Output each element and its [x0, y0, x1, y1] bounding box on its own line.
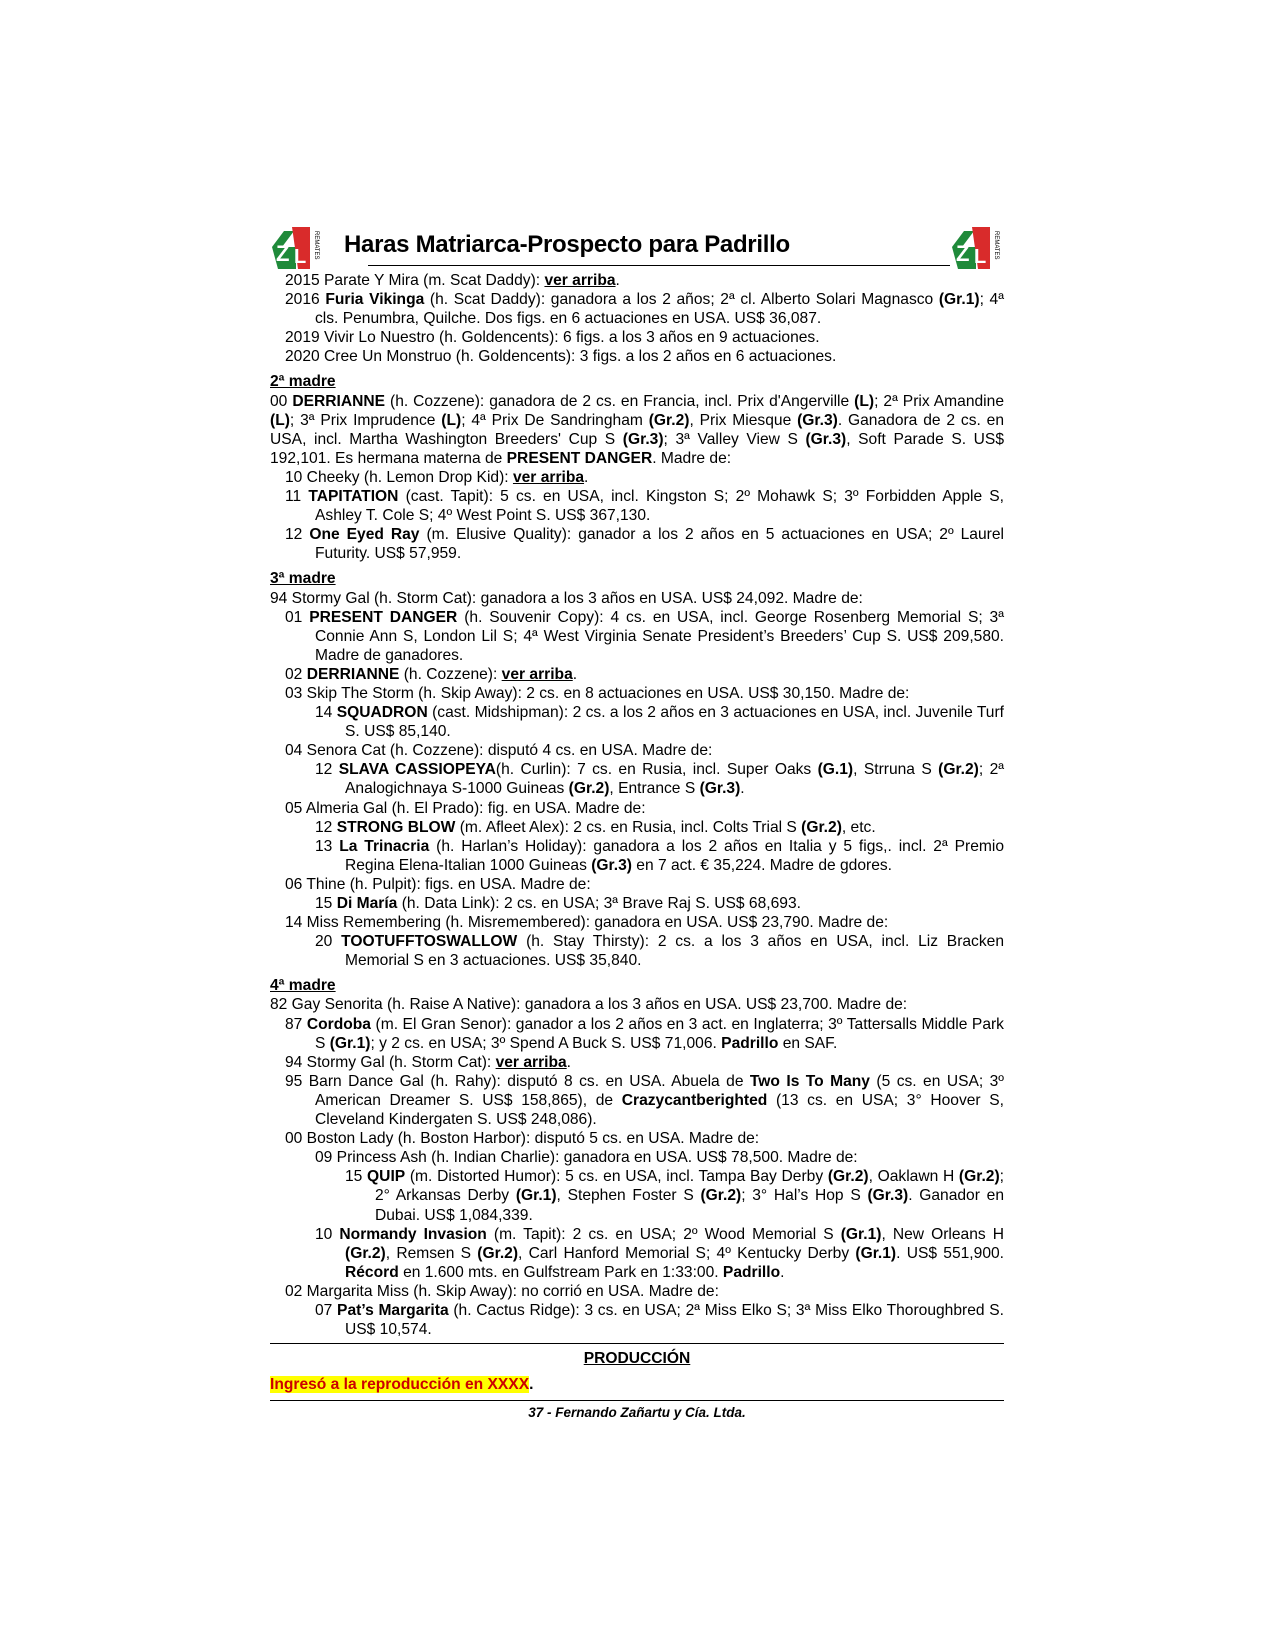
- section-heading-4a-madre: 4ª madre: [270, 977, 336, 995]
- zl-remates-logo-right: [950, 225, 1004, 271]
- svg-text:REMATES: REMATES: [993, 231, 999, 260]
- title-rule: [368, 265, 950, 266]
- list-item: 14 Miss Remembering (h. Misremembered): ganadora en USA. US$ 23,790. Madre de:: [285, 914, 889, 932]
- list-item: 11 TAPITATION (cast. Tapit): 5 cs. en USA, incl. Kingston S; 2º Mohawk S; 3º Forbidden Apple S, Ashley T. Cole S; 4º West Point S. US$ 367,130.: [285, 488, 1004, 525]
- produccion-note: Ingresó a la reproducción en XXXX.: [270, 1376, 534, 1394]
- list-item: 94 Stormy Gal (h. Storm Cat): ver arriba.: [285, 1053, 572, 1071]
- list-item: 2015 Parate Y Mira (m. Scat Daddy): ver arriba.: [285, 272, 620, 289]
- page-footer: 37 - Fernando Zañartu y Cía. Ltda.: [528, 1405, 746, 1421]
- pedigree-content: [270, 271, 1004, 1339]
- list-item: 10 Cheeky (h. Lemon Drop Kid): ver arriba.: [285, 468, 589, 486]
- list-item: 14 SQUADRON (cast. Midshipman): 2 cs. a los 2 años en 3 actuaciones en USA, incl. Juvenile Turf S. US$ 85,140.: [315, 704, 1004, 741]
- list-item: 07 Pat’s Margarita (h. Cactus Ridge): 3 cs. en USA; 2ª Miss Elko S; 3ª Miss Elko Thoroughbred S. US$ 10,574.: [315, 1301, 1004, 1339]
- list-item: 00 Boston Lady (h. Boston Harbor): disputó 5 cs. en USA. Madre de:: [285, 1130, 760, 1148]
- list-item: 12 SLAVA CASSIOPEYA(h. Curlin): 7 cs. en Rusia, incl. Super Oaks (G.1), Strruna S (Gr.2); 2ª Analogichnaya S-1000 Guineas (Gr.2), Entrance S (Gr.3).: [315, 761, 1005, 798]
- list-item: 94 Stormy Gal (h. Storm Cat): ganadora a los 3 años en USA. US$ 24,092. Madre de:: [270, 589, 863, 607]
- list-item: 12 STRONG BLOW (m. Afleet Alex): 2 cs. en Rusia, incl. Colts Trial S (Gr.2), etc.: [315, 818, 876, 836]
- list-item: 15 Di María (h. Data Link): 2 cs. en USA; 3ª Brave Raj S. US$ 68,693.: [315, 895, 801, 912]
- list-item: 12 One Eyed Ray (m. Elusive Quality): ganador a los 2 años en 5 actuaciones en USA; 2º Laurel Futurity. US$ 57,959.: [285, 526, 1004, 563]
- list-item: 82 Gay Senorita (h. Raise A Native): ganadora a los 3 años en USA. US$ 23,700. Madre de:: [270, 996, 908, 1014]
- svg-text:Z: Z: [276, 241, 290, 266]
- list-item: 09 Princess Ash (h. Indian Charlie): ganadora en USA. US$ 78,500. Madre de:: [315, 1149, 858, 1167]
- section-divider: [270, 1343, 1004, 1344]
- page: [270, 225, 1004, 1420]
- list-item: 2016 Furia Vikinga (h. Scat Daddy): ganadora a los 2 años; 2ª cl. Alberto Solari Magnasco (Gr.1); 4ª cls. Penumbra, Quilche. Dos figs. en 6 actuaciones en USA. US$ 36,087.: [285, 291, 1004, 328]
- list-item: 13 La Trinacria (h. Harlan’s Holiday): ganadora a los 2 años en Italia y 5 figs,. incl. 2ª Premio Regina Elena-Italian 1000 Guineas (Gr.3) en 7 act. € 35,224. Madre de gdores.: [315, 837, 1004, 874]
- list-item: 10 Normandy Invasion (m. Tapit): 2 cs. en USA; 2º Wood Memorial S (Gr.1), New Orleans H (Gr.2), Remsen S (Gr.2), Carl Hanford Memorial S; 4º Kentucky Derby (Gr.1). US$ 551,900. Récord en 1.600 mts. en Gulfstream Park en 1:33:00. Padrillo.: [315, 1225, 1004, 1281]
- list-item: 95 Barn Dance Gal (h. Rahy): disputó 8 cs. en USA. Abuela de Two Is To Many (5 cs. en USA; 3º American Dreamer S. US$ 158,865), de Crazycantberighted (13 cs. en USA; 3° Hoover S, Cleveland Kindergaten S. US$ 248,086).: [285, 1072, 1005, 1129]
- svg-text:Z: Z: [956, 241, 970, 266]
- list-item: 04 Senora Cat (h. Cozzene): disputó 4 cs. en USA. Madre de:: [285, 742, 713, 760]
- list-item: 02 Margarita Miss (h. Skip Away): no corrió en USA. Madre de:: [285, 1282, 719, 1300]
- list-item: 20 TOOTUFFTOSWALLOW (h. Stay Thirsty): 2 cs. a los 3 años en USA, incl. Liz Bracken Memorial S en 3 actuaciones. US$ 35,840.: [315, 933, 1004, 970]
- list-item: 05 Almeria Gal (h. El Prado): fig. en USA. Madre de:: [285, 799, 646, 817]
- svg-text:L: L: [294, 246, 307, 268]
- produccion-heading: PRODUCCIÓN: [583, 1350, 691, 1368]
- svg-text:L: L: [974, 246, 987, 268]
- list-item: 02 DERRIANNE (h. Cozzene): ver arriba.: [285, 665, 578, 683]
- header: [270, 225, 1004, 271]
- list-item: 03 Skip The Storm (h. Skip Away): 2 cs. en 8 actuaciones en USA. US$ 30,150. Madre de:: [285, 684, 910, 702]
- list-item: 00 DERRIANNE (h. Cozzene): ganadora de 2 cs. en Francia, incl. Prix d'Angerville (L); 2ª Prix Amandine (L); 3ª Prix Imprudence (L); 4ª Prix De Sandringham (Gr.2), Prix Miesque (Gr.3). Ganadora de 2 cs. en USA, incl. Martha Washington Breeders' Cup S (Gr.3); 3ª Valley View S (Gr.3), Soft Parade S. US$ 192,101. Es hermana materna de PRESENT DANGER. Madre de:: [270, 392, 1005, 467]
- list-item: 2020 Cree Un Monstruo (h. Goldencents): 3 figs. a los 2 años en 6 actuaciones.: [285, 348, 837, 366]
- zl-remates-logo-left: [270, 225, 324, 271]
- list-item: 87 Cordoba (m. El Gran Senor): ganador a los 2 años en 3 act. en Inglaterra; 3º Tattersalls Middle Park S (Gr.1); y 2 cs. en USA; 3º Spend A Buck S. US$ 71,006. Padrillo en SAF.: [285, 1015, 1004, 1052]
- footer-divider: [270, 1400, 1004, 1401]
- section-heading-3a-madre: 3ª madre: [270, 570, 336, 588]
- list-item: 2019 Vivir Lo Nuestro (h. Goldencents): 6 figs. a los 3 años en 9 actuaciones.: [285, 329, 820, 347]
- list-item: 15 QUIP (m. Distorted Humor): 5 cs. en USA, incl. Tampa Bay Derby (Gr.2), Oaklawn H (Gr.2); 2° Arkansas Derby (Gr.1), Stephen Foster S (Gr.2); 3° Hal’s Hop S (Gr.3). Ganador en Dubai. US$ 1,084,339.: [345, 1168, 1004, 1224]
- svg-text:REMATES: REMATES: [313, 231, 319, 260]
- list-item: 01 PRESENT DANGER (h. Souvenir Copy): 4 cs. en USA, incl. George Rosenberg Memorial S; 3ª Connie Ann S, London Lil S; 4ª West Virginia Senate President’s Breeders’ Cup S. US$ 209,580. Madre de ganadores.: [285, 608, 1004, 664]
- section-heading-2a-madre: 2ª madre: [270, 373, 336, 391]
- list-item: 06 Thine (h. Pulpit): figs. en USA. Madre de:: [285, 875, 591, 893]
- page-title: Haras Matriarca-Prospecto para Padrillo: [344, 231, 790, 258]
